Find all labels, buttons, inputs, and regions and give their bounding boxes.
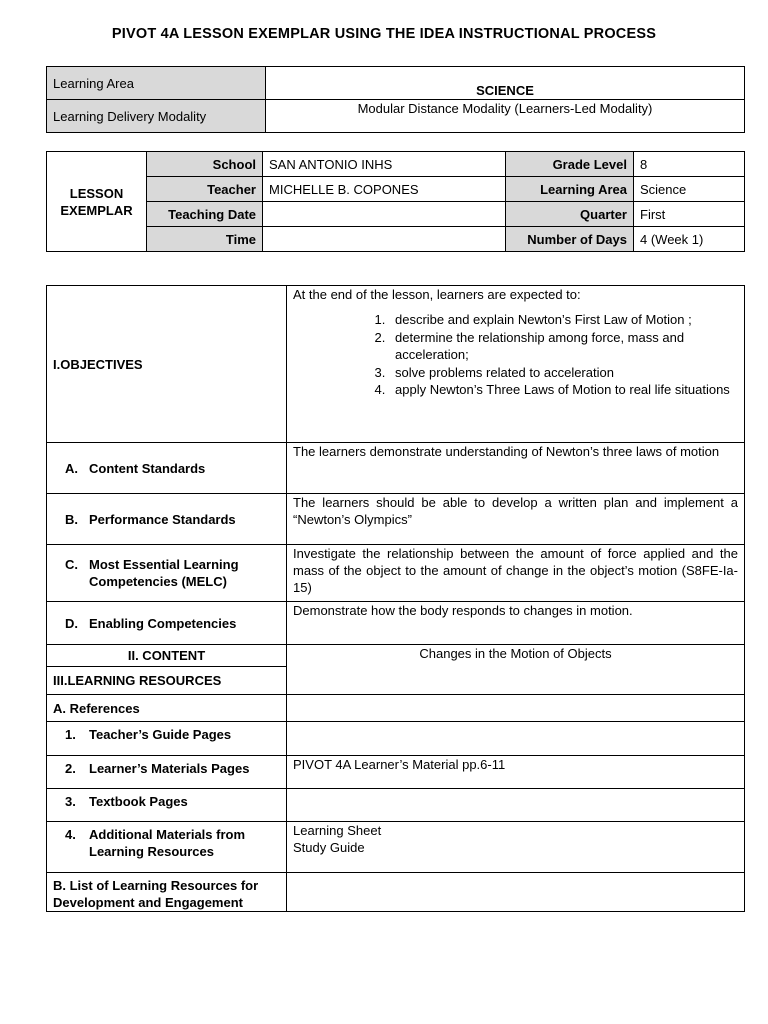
melc-label: C. Most Essential Learning Competencies (MELC)	[47, 545, 287, 602]
learning-resources-label: III.LEARNING RESOURCES	[47, 667, 287, 695]
header-table	[46, 66, 745, 133]
teacher-label: Teacher	[147, 177, 263, 202]
learning-area-label: Learning Area	[47, 67, 266, 100]
school-value: SAN ANTONIO INHS	[263, 152, 506, 177]
objective-item: 4. apply Newton’s Three Laws of Motion to real life situations	[389, 381, 738, 399]
teachers-guide-label: 1. Teacher’s Guide Pages	[47, 722, 287, 756]
school-label: School	[147, 152, 263, 177]
objective-item: 1. describe and explain Newton’s First Law of Motion ;	[389, 311, 738, 329]
content-value: Changes in the Motion of Objects	[287, 645, 745, 695]
quarter-label: Quarter	[506, 202, 634, 227]
lesson-exemplar-label: LESSON EXEMPLAR	[47, 152, 147, 252]
grade-level-value: 8	[634, 152, 745, 177]
page-title: PIVOT 4A LESSON EXEMPLAR USING THE IDEA INSTRUCTIONAL PROCESS	[111, 26, 657, 42]
content-label: II. CONTENT	[47, 645, 287, 667]
enabling-competencies-label: D. Enabling Competencies	[47, 602, 287, 645]
list-of-resources-label: B. List of Learning Resources for Development and Engagement	[47, 873, 287, 912]
content-standards-value: The learners demonstrate understanding of Newton’s three laws of motion	[287, 443, 745, 494]
references-value	[287, 695, 745, 722]
textbook-pages-value	[287, 789, 745, 822]
teachers-guide-value	[287, 722, 745, 756]
learners-materials-value: PIVOT 4A Learner’s Material pp.6-11	[287, 756, 745, 789]
number-of-days-label: Number of Days	[506, 227, 634, 252]
objectives-list	[293, 311, 738, 399]
additional-materials-label: 4. Additional Materials from Learning Resources	[47, 822, 287, 873]
learning-area-value: SCIENCE	[266, 67, 745, 100]
teacher-value: MICHELLE B. COPONES	[263, 177, 506, 202]
modality-label: Learning Delivery Modality	[47, 100, 266, 133]
teaching-date-label: Teaching Date	[147, 202, 263, 227]
textbook-pages-label: 3. Textbook Pages	[47, 789, 287, 822]
objective-item: 3. solve problems related to acceleration	[389, 364, 738, 382]
content-standards-label: A. Content Standards	[47, 443, 287, 494]
modality-value: Modular Distance Modality (Learners-Led Modality)	[266, 100, 745, 133]
additional-materials-value	[287, 822, 745, 873]
time-label: Time	[147, 227, 263, 252]
grade-level-label: Grade Level	[506, 152, 634, 177]
objectives-cell	[287, 286, 745, 443]
lesson-table	[46, 285, 745, 912]
objectives-intro: At the end of the lesson, learners are expected to:	[293, 287, 581, 302]
list-of-resources-value	[287, 873, 745, 912]
additional-material-item: Learning Sheet	[293, 823, 382, 838]
objective-item: 2. determine the relationship among force, mass and acceleration;	[389, 329, 738, 364]
performance-standards-label: B. Performance Standards	[47, 494, 287, 545]
melc-value: Investigate the relationship between the amount of force applied and the mass of the object to the amount of change in the object’s motion (S8FE-Ia-15)	[287, 545, 745, 602]
number-of-days-value: 4 (Week 1)	[634, 227, 745, 252]
additional-material-item: Study Guide	[293, 840, 365, 855]
learners-materials-label: 2. Learner’s Materials Pages	[47, 756, 287, 789]
enabling-competencies-value: Demonstrate how the body responds to changes in motion.	[287, 602, 745, 645]
learning-area-info-label: Learning Area	[506, 177, 634, 202]
time-value	[263, 227, 506, 252]
learning-area-info-value: Science	[634, 177, 745, 202]
objectives-label: I.OBJECTIVES	[47, 286, 287, 443]
performance-standards-value: The learners should be able to develop a written plan and implement a “Newton’s Olympics”	[287, 494, 745, 545]
info-table	[46, 151, 745, 252]
teaching-date-value	[263, 202, 506, 227]
quarter-value: First	[634, 202, 745, 227]
references-label: A. References	[47, 695, 287, 722]
